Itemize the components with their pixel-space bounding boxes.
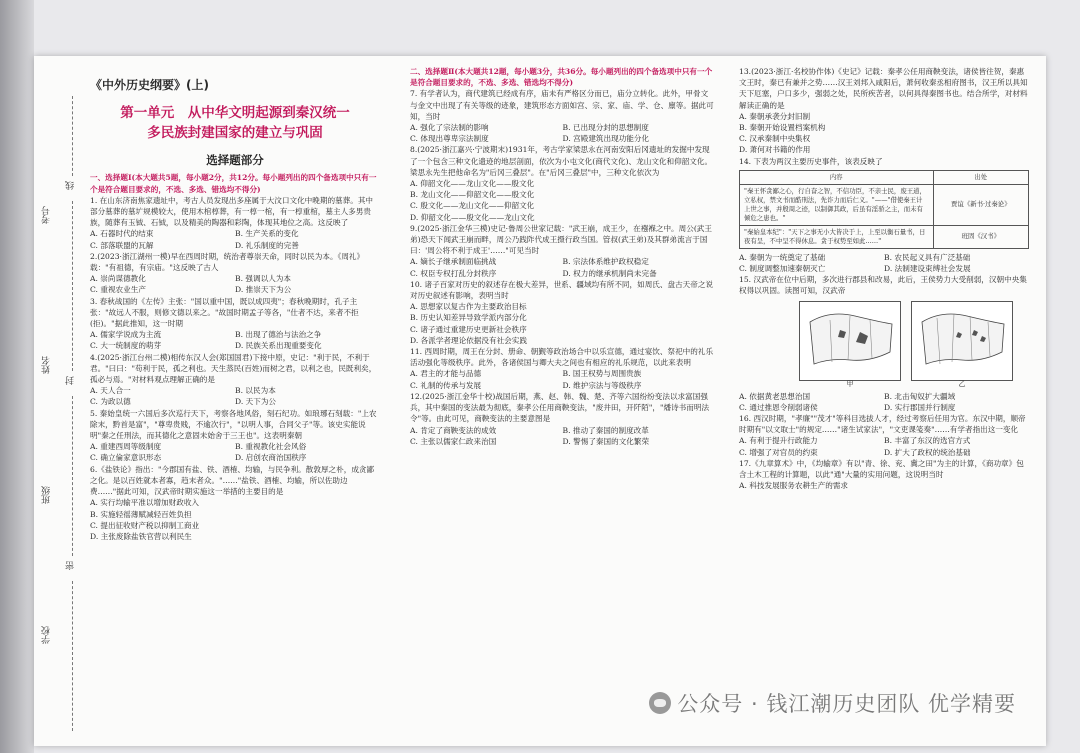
q5-option-d: D. 启创农商治国秩序 xyxy=(235,453,307,463)
watermark-text: 公众号 · 钱江潮历史团队 优学精要 xyxy=(677,692,1016,716)
left-column xyxy=(90,66,380,542)
watermark xyxy=(649,688,1016,718)
q2-option-a: A. 崇尚谋德教化 xyxy=(90,274,146,284)
wechat-icon xyxy=(649,692,671,714)
q9-option-a: A. 嫡长子继承制面临挑战 xyxy=(410,257,497,267)
map-b-drawing xyxy=(912,302,1012,380)
q17-option-a: A. 科技发展服务农耕生产的需求 xyxy=(739,481,849,491)
q2-option-d: D. 推崇天下为公 xyxy=(235,285,292,295)
map-b-label: 乙 xyxy=(958,380,966,389)
q11-option-c: C. 礼制的传承与发展 xyxy=(410,380,482,390)
q7-option-a: A. 强化了宗法制的影响 xyxy=(410,123,489,133)
q10-option-b: B. 历史认知差异导致学派内部分化 xyxy=(410,313,527,323)
dashed-line xyxy=(72,96,73,176)
q9-option-d: D. 权力的继承机制尚未完备 xyxy=(562,268,657,278)
question-7: 7. 有学者认为，商代建筑已经成有序，庙未有严格区分而已，庙分立转化。此外，甲骨文与金文中出现了有关等级的迹象，建筑形态方面如宫、宗、家、庙、学、仓、廪等。据此可知，当时 xyxy=(410,89,714,121)
q14-option-c: C. 制度调整加速秦朝灭亡 xyxy=(739,264,826,274)
q8-option-b: B. 龙山文化——仰韶文化——殷文化 xyxy=(410,190,535,200)
q4-option-c: C. 为政以德 xyxy=(90,397,131,407)
q16-option-d: D. 扩大了政权的统治基础 xyxy=(884,447,971,457)
question-17: 17.《九章算术》中，《均输章》有以"青、徐、兖、冀之田"为主的计算，《商功章》包含土木工程的计算题，以此"通"大量的实用问题，这说明当时 xyxy=(739,458,1024,480)
q12-option-c: C. 主张以儒家仁政来治国 xyxy=(410,436,497,446)
q2-option-b: B. 强调以人为本 xyxy=(235,274,291,284)
q1-option-a: A. 石器时代的结束 xyxy=(90,229,154,239)
q8-option-c: C. 殷文化——龙山文化——仰韶文化 xyxy=(410,201,535,211)
q1-option-c: C. 部落联盟的瓦解 xyxy=(90,240,154,250)
map-a xyxy=(799,301,901,389)
q3-option-b: B. 出现了德治与法治之争 xyxy=(235,330,322,340)
q10-option-c: C. 诸子通过重建历史更新社会秩序 xyxy=(410,324,527,334)
q14-option-a: A. 秦朝为一统奠定了基础 xyxy=(739,252,826,262)
question-9: 9.(2025·浙江金华三模)史记·鲁周公世家记载："武王崩，成王少，在襁褓之中。周公(武王弟)恐天下闻武王崩而畔，周公乃践阼代成王摄行政当国。管叔(武王弟)及其群弟流言于国曰：'周公将不利于成王'……"可见当时 xyxy=(410,223,712,256)
q4-option-a: A. 天人合一 xyxy=(90,386,131,396)
q5-option-c: C. 确立倫家意识形态 xyxy=(90,453,162,463)
q14-table xyxy=(739,170,1029,249)
question-6: 6.《盐铁论》指出："今郡国有盐、铁、酒榷、均输，与民争利。散敦厚之朴，成贪鄙之化。是以百姓就本者寡，趋末者众。"……"盐铁、酒榷、均输，所以佐助边费……"据此可知，汉武帝时期实施这一举措的主要目的是 xyxy=(90,464,375,497)
dashed-line xyxy=(72,396,73,556)
q7-option-d: D. 宫殿建筑出现功能分化 xyxy=(562,134,650,144)
q14-option-b: B. 农民起义具有广泛基础 xyxy=(884,252,971,262)
margin-label-kaohao: 考号 xyxy=(42,206,52,224)
q13-option-a: A. 秦朝承袭分封旧制 xyxy=(739,111,811,121)
q15-option-c: C. 通过推恩令削弱诸侯 xyxy=(739,402,818,412)
margin-label-feng: 封 xyxy=(66,376,76,385)
q6-option-b: B. 实施轻徭薄赋减轻百姓负担 xyxy=(90,509,192,519)
q1-option-b: B. 生产关系的变化 xyxy=(235,229,299,239)
q4-option-b: B. 以民为本 xyxy=(235,386,276,396)
q7-option-b: B. 已出现分封的思想制度 xyxy=(562,123,649,133)
question-12: 12.(2025·浙江金华十校)战国后期，燕、赵、韩、魏、楚、齐等六国纷纷变法以求富国强兵，其中秦国的变法最为彻底，秦孝公任用商鞅变法，"废井田，开阡陌"，"燔诗书而明法令"等。由此可见，商鞅变法的主要意图是 xyxy=(410,391,710,424)
q3-option-d: D. 民族关系出现重要变化 xyxy=(235,341,322,351)
margin-label-mi: 密 xyxy=(66,561,76,570)
question-8: 8.(2025·浙江嘉兴·宁波期末)1931年，考古学家梁思永在河南安阳后冈遗址的发掘中发现了一个包含三种文化遗迹的地层剖面，依次为小屯文化(商代文化)、龙山文化和仰韶文化。梁思永先生把他命名为"后冈三叠层"。在"后冈三叠层"中，三种文化依次为 xyxy=(410,145,713,177)
map-b xyxy=(911,301,1013,389)
q16-option-a: A. 有利于提升行政能力 xyxy=(739,436,818,446)
q4-option-d: D. 天下为公 xyxy=(235,397,277,407)
q14-option-d: D. 法制建设束缚社会发展 xyxy=(884,264,971,274)
q3-option-c: C. 大一统制度的萌芽 xyxy=(90,341,162,351)
q13-option-b: B. 秦朝开始设置档案机构 xyxy=(739,123,826,133)
q15-option-d: D. 实行郡国并行制度 xyxy=(884,402,956,412)
question-15: 15. 汉武帝在位中后期，多次进行郡县和改易，此后，王侯势力大受削弱，汉朝中央集权得以巩固。读图可知，汉武帝 xyxy=(739,275,1027,296)
q6-option-d: D. 主张废除盐铁官营以利民生 xyxy=(90,531,192,541)
q11-option-d: D. 维护宗法与等级秩序 xyxy=(562,380,642,390)
dashed-line xyxy=(72,201,73,371)
margin-label-xingming: 姓名 xyxy=(42,356,52,374)
q16-option-c: C. 增强了对官员的约束 xyxy=(739,447,818,457)
section-heading-2: 二、选择题Ⅱ(本大题共12题，每小题3分，共36分。每小题列出的四个备选项中只有一个是符合题目要求的，不选、多选、错选均不得分) xyxy=(410,67,713,88)
q14-table-row1-content: "秦王怀贪鄙之心，行自奋之智，不信功臣，不亲士民，废王道，立私权，禁文书而酷刑法，先诈力而后仁义。"——"借使秦王计上世之事，并殷周之迹，以制御其政，后虽有淫骄之主，而未有倾危之患也。" xyxy=(740,184,934,225)
q8-option-a: A. 仰韶文化——龙山文化——殷文化 xyxy=(410,179,535,189)
q6-option-c: C. 提出征收财产税以抑制工商业 xyxy=(90,520,200,530)
question-14: 14. 下表为两汉主要历史事件，该表反映了 xyxy=(739,156,883,166)
q15-option-b: B. 北击匈奴扩大疆域 xyxy=(884,391,956,401)
q7-option-c: C. 体现出尊卑宗法制度 xyxy=(410,134,489,144)
question-3: 3. 春秋战国的《左传》主张："国以重中国，既以成四夷"；春秋晚期时，孔子主张："故远人不服，则修文德以来之。"故国时期孟子等各，"仕者不达，来者不拒(拒)。"据此推知，这一时期 xyxy=(90,296,359,329)
middle-column xyxy=(410,66,715,447)
question-5: 5. 秦始皇统一六国后多次巡行天下，考察各地风俗，刻石纪功。如琅琊石刻载："上农除末，黔首是富"，"尊卑贵贱，不逾次行"，"以明人事，合同父子"等。该史实能说明"秦之任刑法，而其德化之意固未始舍于三王也"。这表明秦朝 xyxy=(90,408,377,441)
q16-option-b: B. 丰富了东汉的选官方式 xyxy=(884,436,971,446)
q13-option-d: D. 萧何对书籍的作用 xyxy=(739,145,811,155)
page-edge-shadow xyxy=(0,0,34,753)
q14-table-header-content: 内容 xyxy=(740,170,934,184)
book-title: 《中外历史纲要》(上) xyxy=(90,78,209,92)
q15-option-a: A. 依据黄老思想治国 xyxy=(739,391,811,401)
question-10: 10. 诸子百家对历史的叙述存在极大差异，世系、疆域均有所不同，如周氏、盘古天帝之说对历史叙述有影响，表明当时 xyxy=(410,279,714,301)
q9-option-c: C. 权臣专权打乱分封秩序 xyxy=(410,268,497,278)
q14-table-row2-content: "秦始皇本纪"："天下之事无小大皆决于上，上至以衡石量书，日夜有呈，不中呈不得休息。贪于权势至如此……" xyxy=(740,225,934,248)
q11-option-a: A. 君主的才能与品德 xyxy=(410,369,482,379)
right-column xyxy=(739,66,1029,491)
map-a-label: 甲 xyxy=(846,380,854,389)
question-16: 16. 西汉时期，"孝廉""茂才"等科目选拔人才，经过考察后任用为官。东汉中期，顺帝时期有"以文取士"的规定……"诸生试家法"，"文吏课笺奏"……有学者指出这一变化 xyxy=(739,414,1026,435)
q5-option-a: A. 重建西周等级制度 xyxy=(90,442,162,452)
exam-paper xyxy=(34,56,1046,746)
q13-option-c: C. 汉承秦制中央集权 xyxy=(739,134,811,144)
part-title: 选择题部分 xyxy=(206,153,264,168)
question-13: 13.(2023·浙江·名校协作体)《史记》记载：秦孝公任用商鞅变法，诸侯皆往贺，秦惠文王时，秦已有兼并之势……汉王刘邦入咸阳后，萧何收秦丞相府图书，汉王所以具知天下厄塞，户口多少，强弱之处，民所疾苦者，以何具得秦图书也。结合所学，对材料解读正确的是 xyxy=(739,67,1028,110)
question-4: 4.(2025·浙江台州二模)相传东汉人会(郑国国君)下接中原，史记："利于民，不利于君。"曰曰："苟利于民，孤之利也。天生蒸民(百姓)而树之君，以利之也，民既利矣，孤必与焉。"对材料观点理解正确的是 xyxy=(90,352,377,385)
q11-option-b: B. 国王权势与周围贵族 xyxy=(562,369,642,379)
q12-option-b: B. 推动了秦国的制度改革 xyxy=(562,425,649,435)
q3-option-a: A. 儒家学说成为主流 xyxy=(90,330,162,340)
margin-label-banji: 班级 xyxy=(42,486,52,504)
q10-option-d: D. 各派学者理论依据没有社会实践 xyxy=(410,335,527,345)
question-2: 2.(2023·浙江湖州一模)早在西周时期，统治者尊崇天命，同时以民为本。《周礼》载："有祖德，有宗庙。"这反映了古人 xyxy=(90,251,365,273)
question-11: 11. 西周时期，周王在分封、册命、朝觐等政治场合中以乐宣德，通过宴饮、祭祀中的礼乐活动强化等级秩序。此外，各诸侯国与卿大夫之间也有相应的礼乐规范，以此来表明 xyxy=(410,347,714,368)
margin-label-xian: 线 xyxy=(66,181,76,190)
question-1: 1. 在山东济南焦家遗址中，考古人员发现出多座属于大汶口文化中晚期的墓葬。其中部分墓葬的墓圹规模较大，使用木棺椁葬，有一椁一棺，有一椁重棺，墓主人多男贵族，随葬有玉钺、石钺，以及精美的陶器和彩陶，体现其地位之高。这反映了 xyxy=(90,195,374,228)
margin-label-xuexiao: 学校 xyxy=(42,626,52,644)
q14-table-row1-source: 贾谊《新书·过秦论》 xyxy=(933,184,1028,225)
q5-option-b: B. 重视教化社会风俗 xyxy=(235,442,307,452)
q6-option-a: A. 实行均输平准以增加财政收入 xyxy=(90,498,200,508)
dashed-line xyxy=(72,581,73,731)
q2-option-c: C. 重视农业生产 xyxy=(90,285,146,295)
q15-maps xyxy=(799,301,1029,389)
q12-option-d: D. 警惕了秦国的文化繁荣 xyxy=(562,436,650,446)
unit-title-line2: 多民族封建国家的建立与巩固 xyxy=(147,125,323,142)
map-a-drawing xyxy=(800,302,900,380)
q14-table-header-source: 出处 xyxy=(933,170,1028,184)
q12-option-a: A. 肯定了商鞅变法的成效 xyxy=(410,425,497,435)
q10-option-a: A. 思想家以复古作为主要政治目标 xyxy=(410,302,527,312)
q9-option-b: B. 宗法体系维护政权稳定 xyxy=(562,257,649,267)
q1-option-d: D. 礼乐制度的完善 xyxy=(235,240,299,250)
q8-option-d: D. 仰韶文化——殷文化——龙山文化 xyxy=(410,212,535,222)
unit-title-line1: 第一单元 从中华文明起源到秦汉统一 xyxy=(120,105,350,122)
section-heading: 一、选择题Ⅰ(本大题共5题，每小题2分，共12分。每小题列出的四个备选项中只有一个是符合题目要求的，不选、多选、错选均不得分) xyxy=(90,173,377,194)
q14-table-row2-source: 班固《汉书》 xyxy=(933,225,1028,248)
